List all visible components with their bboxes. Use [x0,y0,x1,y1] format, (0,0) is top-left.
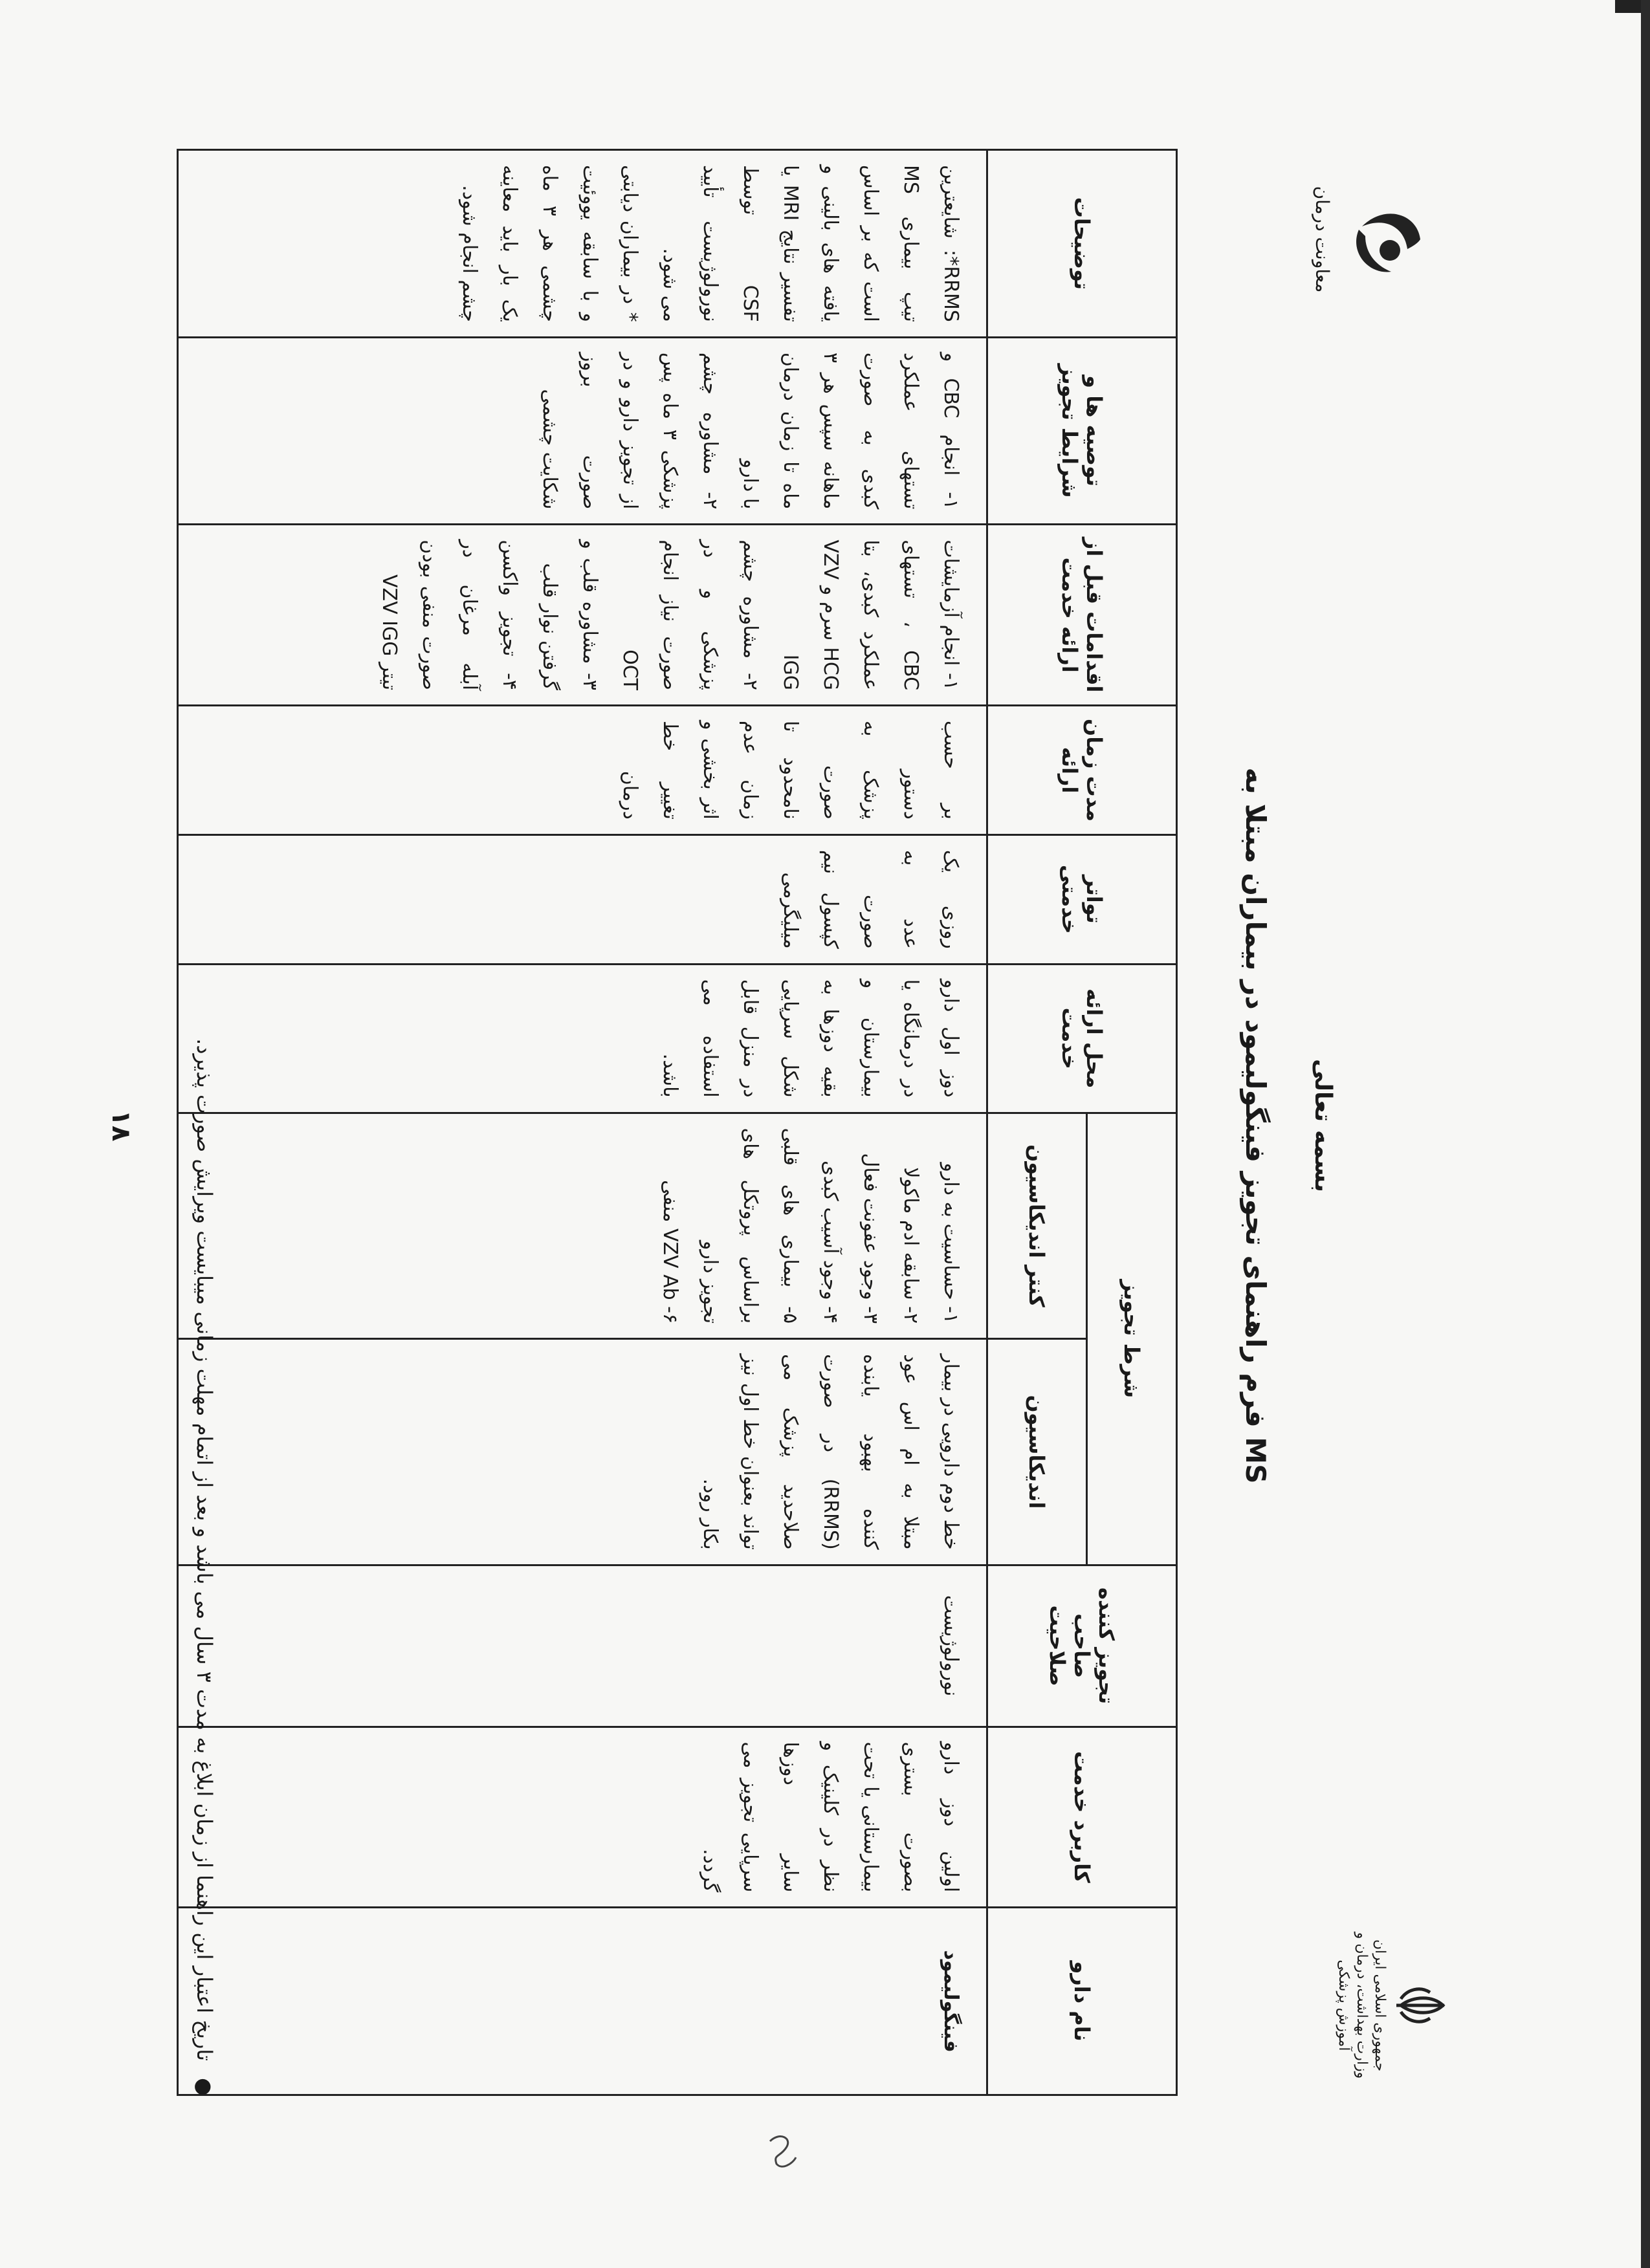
scan-mark [1615,0,1641,13]
logo-right-caption: جمهوری اسلامی ایران وزارت بهداشت، درمان و آموزش پزشکی [1336,1932,1388,2079]
iran-emblem-icon [1391,1976,1449,2034]
handwritten-mark-icon [764,2128,802,2174]
header-pre-actions: اقدامات قبل از ارائه خدمت [987,525,1177,706]
header-drug-name: نام دارو [987,1908,1177,2095]
header-notes: توضیحات [987,150,1177,338]
header-prescriber: تجویز کننده صاحب صلاحیت [987,1565,1177,1727]
header-contraindication: کنتر اندیکاسیون [987,1113,1087,1339]
cell-notes: RRMS*: شایعترین تیپ بیماری MS است که بر اساس یافته های بالینی و تفسیر نتایج MRI یا CSF توسط نورولوژیست تأیید می شود. * در بیماران دیابتی و با سابقه یووئیت چشمی هر ۳ ماه یک بار باید معاینه چشم انجام شود. [178,150,987,338]
scan-edge [1641,0,1650,2268]
table-row [178,150,987,2095]
header-place: محل ارائه خدمت [987,964,1177,1113]
rotated-page [78,58,1488,2193]
header-service-use: کاربرد خدمت [987,1727,1177,1908]
cell-contraindication: ۱- حساسیت به دارو ۲- سابقه ادم ماکولا ۳- وجود عفونت فعال ۴- وجود آسیب کبدی ۵- بیماری های قلبی براساس پروتکل های تجویز دارو ۶- VZV Ab منفی [178,1113,987,1339]
crescent-logo-icon [1339,191,1430,288]
validity-note [192,220,217,2096]
header-recommendations: توصیه ها و شرایط تجویز [987,337,1177,525]
page-title: فرم راهنمای تجویز فینگولیمود در بیماران مبتلا به MS [1240,767,1271,1484]
cell-service-use: اولین دوز دارو بصورت بستری بیمارستانی یا تحت نظر در کلینیک و سایر دوزها سرپایی تجویز می گردد. [178,1727,987,1908]
header-frequency: تواتر خدمتی [987,834,1177,964]
header-duration: مدت زمان ارائه [987,706,1177,835]
cell-drug-name: فینگولیمود [178,1908,987,2095]
cell-indication: خط دوم دارویی در بیمار مبتلا به ام اس عود کننده بهبود یابنده (RRMS) در صورت صلاحدید پزشک می تواند بعنوان خط اول نیز بکار رود. [178,1339,987,1565]
header-indication: اندیکاسیون [987,1339,1087,1565]
page-number: ۱۸ [106,1109,136,1142]
cell-prescriber: نورولوژیست [178,1565,987,1727]
prescription-guide-table [177,149,1178,2096]
bismillah-heading: بسمه تعالی [1310,1059,1336,1192]
cell-recommendations: ۱- انجام CBC و تستهای عملکرد کبدی به صورت ماهانه سپس هر ۳ ماه تا زمان درمان با دارو ۲- مشاوره چشم پزشکی ۳ ماه پس از تجویز دارو و در صورت بروز شکایت چشمی [178,337,987,525]
cell-place: دوز اول دارو در درمانگاه یا بیمارستان و بقیه دوزها به شکل سرپایی در منزل قابل استفاده می باشد. [178,964,987,1113]
table-header-row [1087,150,1177,2095]
bullet-icon: ● [192,2078,217,2096]
cell-frequency: روزی یک عدد به صورت کپسول نیم میلیگرمی [178,834,987,964]
logo-left-caption: معاونت درمان [1312,186,1333,293]
cell-duration: بر حسب دستور پزشک به صورت نامحدود تا زمان عدم اثر بخشی و تغییر خط درمان [178,706,987,835]
validity-note-text: تاریخ اعتبار این راهنما از زمان ابلاغ به مدت ۳ سال می باشد و بعد از اتمام مهلت زمانی میبایست ویرایش صورت پذیرد. [192,1038,217,2062]
header-conditions: شرط تجویز [1087,1113,1177,1565]
cell-pre-actions: ۱- انجام آزمایشات CBC ، تستهای عملکرد کبدی، بتا HCG سرم و VZV IGG ۲- مشاوره چشم پزشکی و در صورت نیاز انجام OCT ۳- مشاوره قلب و گرفتن نوار قلب ۴- تجویز واکسن آبله مرغان در صورت منفی بودن تیتر VZV IGG [178,525,987,706]
